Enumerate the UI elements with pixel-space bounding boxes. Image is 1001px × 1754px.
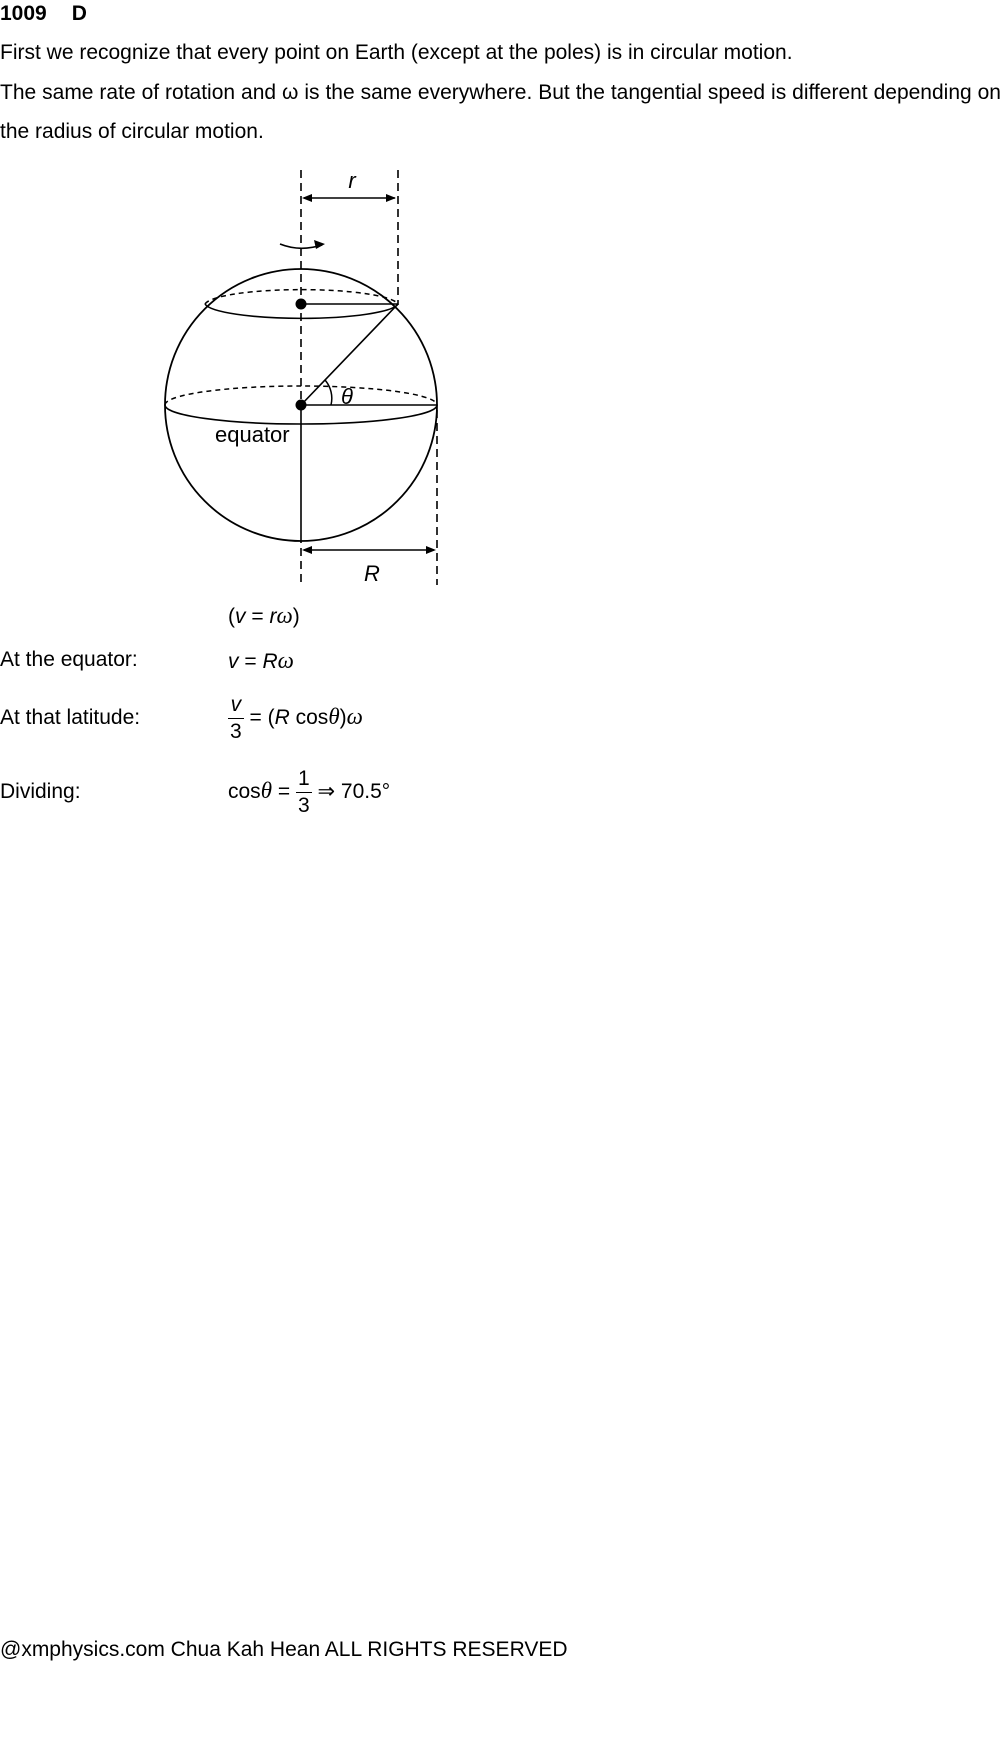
label-equator: At the equator: <box>0 648 138 671</box>
copyright-footer: @xmphysics.com Chua Kah Hean ALL RIGHTS RESERVED <box>0 1638 568 1661</box>
equation-latitude: $\frac{v}{3}$ = (R cosθ)ω <box>230 693 363 743</box>
equation-dividing: cosθ = $\frac{1}{3}$ ⇒ 70.5° <box>228 767 391 817</box>
latitude-center-dot <box>296 299 307 310</box>
question-heading <box>0 2 87 26</box>
question-number: 1009 <box>0 2 47 25</box>
earth-rotation-diagram <box>0 150 500 590</box>
equation-general: (v = rω) <box>228 603 300 628</box>
label-dividing: Dividing: <box>0 780 81 803</box>
earth-center-dot <box>296 400 307 411</box>
label-latitude: At that latitude: <box>0 706 141 729</box>
paragraph-explanation: The same rate of rotation and ω is the same everywhere. But the tangential speed is different depending on the radius of circular motion. <box>0 81 1001 143</box>
r-label: r <box>348 168 356 193</box>
paragraph-intro: First we recognize that every point on Earth (except at the poles) is in circular motion. <box>0 41 793 64</box>
theta-arc <box>325 380 332 405</box>
equator-label: equator <box>215 422 290 447</box>
R-label: R <box>364 561 380 586</box>
theta-label: θ <box>341 384 353 409</box>
equation-equator: v = Rω <box>228 648 294 673</box>
answer-letter: D <box>71 2 87 25</box>
